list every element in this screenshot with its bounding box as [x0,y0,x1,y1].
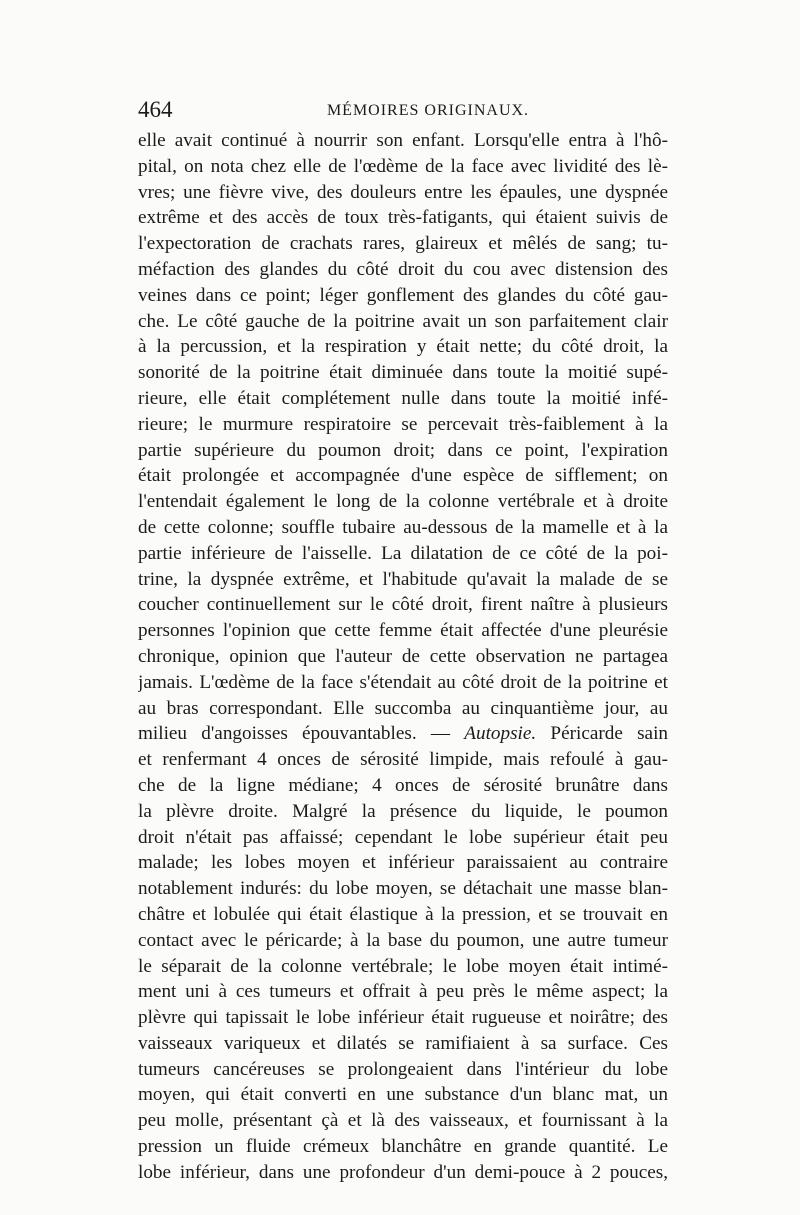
text-line: jamais. L'œdème de la face s'étendait au côté droit de la poitrine et [138,671,668,693]
text-line: notablement indurés: du lobe moyen, se détachait une masse blan- [138,878,668,900]
text-line: de cette colonne; souffle tubaire au-dessous de la mamelle et à la [138,516,668,538]
text-line: sonorité de la poitrine était diminuée dans toute la moitié supé- [138,362,668,384]
text-line-autopsie [138,721,668,747]
text-line: pression un fluide crémeux blanchâtre en grande quantité. Le [138,1136,668,1158]
text-line: droit n'était pas affaissé; cependant le lobe supérieur était peu [138,826,668,848]
autopsie-heading: Autopsie. [464,723,537,745]
running-head: MÉMOIRES ORIGINAUX. [326,102,530,119]
text-line: rieure; le murmure respiratoire se percevait très-faiblement à la [138,413,668,435]
text-line: lobe inférieur, dans une profondeur d'un demi-pouce à 2 pouces, [138,1161,668,1183]
text-line: et renfermant 4 onces de sérosité limpide, mais refoulé à gau- [138,749,668,771]
text-line: était prolongée et accompagnée d'une espèce de sifflement; on [138,465,668,487]
text-segment: milieu d'angoisses épouvantables. — [138,723,465,745]
text-line: tumeurs cancéreuses se prolongeaient dans l'intérieur du lobe [138,1058,668,1080]
text-line: vres; une fièvre vive, des douleurs entre les épaules, une dyspnée [138,181,668,203]
text-line: personnes l'opinion que cette femme était affectée d'une pleurésie [138,620,668,642]
text-line: l'entendait également le long de la colonne vertébrale et à droite [138,491,668,513]
text-line: che de la ligne médiane; 4 onces de sérosité brunâtre dans [138,774,668,796]
text-segment: Péricarde sain [536,723,668,745]
page-header [138,96,668,124]
body-text [138,128,668,1186]
text-line: la plèvre droite. Malgré la présence du liquide, le poumon [138,800,668,822]
page-number: 464 [138,97,173,122]
text-line: pital, on nota chez elle de l'œdème de la face avec lividité des lè- [138,155,668,177]
text-line: trine, la dyspnée extrême, et l'habitude qu'avait la malade de se [138,568,668,590]
text-line: peu molle, présentant çà et là des vaisseaux, et fournissant à la [138,1110,668,1132]
text-line: partie supérieure du poumon droit; dans ce point, l'expiration [138,439,668,461]
text-line: méfaction des glandes du côté droit du cou avec distension des [138,258,668,280]
text-line: plèvre qui tapissait le lobe inférieur était rugueuse et noirâtre; des [138,1007,668,1029]
text-line: contact avec le péricarde; à la base du poumon, une autre tumeur [138,929,668,951]
text-line: malade; les lobes moyen et inférieur paraissaient au contraire [138,852,668,874]
text-line: l'expectoration de crachats rares, glaireux et mêlés de sang; tu- [138,233,668,255]
text-line: extrême et des accès de toux très-fatigants, qui étaient suivis de [138,207,668,229]
text-line: elle avait continué à nourrir son enfant. Lorsqu'elle entra à l'hô- [138,130,668,151]
text-line: rieure, elle était complétement nulle dans toute la moitié infé- [138,387,668,409]
text-line: chronique, opinion que l'auteur de cette observation ne partagea [138,645,668,667]
text-line: à la percussion, et la respiration y était nette; du côté droit, la [138,336,668,358]
text-line: le séparait de la colonne vertébrale; le lobe moyen était intimé- [138,955,668,977]
text-line: partie inférieure de l'aisselle. La dilatation de ce côté de la poi- [138,542,668,564]
text-line: vaisseaux variqueux et dilatés se ramifiaient à sa surface. Ces [138,1032,668,1054]
text-line: ment uni à ces tumeurs et offrait à peu près le même aspect; la [138,981,668,1003]
text-line: veines dans ce point; léger gonflement des glandes du côté gau- [138,284,668,306]
text-line: châtre et lobulée qui était élastique à la pression, et se trouvait en [138,903,668,925]
text-line: coucher continuellement sur le côté droit, firent naître à plusieurs [138,594,668,616]
text-line: moyen, qui était converti en une substance d'un blanc mat, un [138,1084,668,1106]
text-line: au bras correspondant. Elle succomba au cinquantième jour, au [138,697,668,719]
text-line: che. Le côté gauche de la poitrine avait un son parfaitement clair [138,310,668,332]
